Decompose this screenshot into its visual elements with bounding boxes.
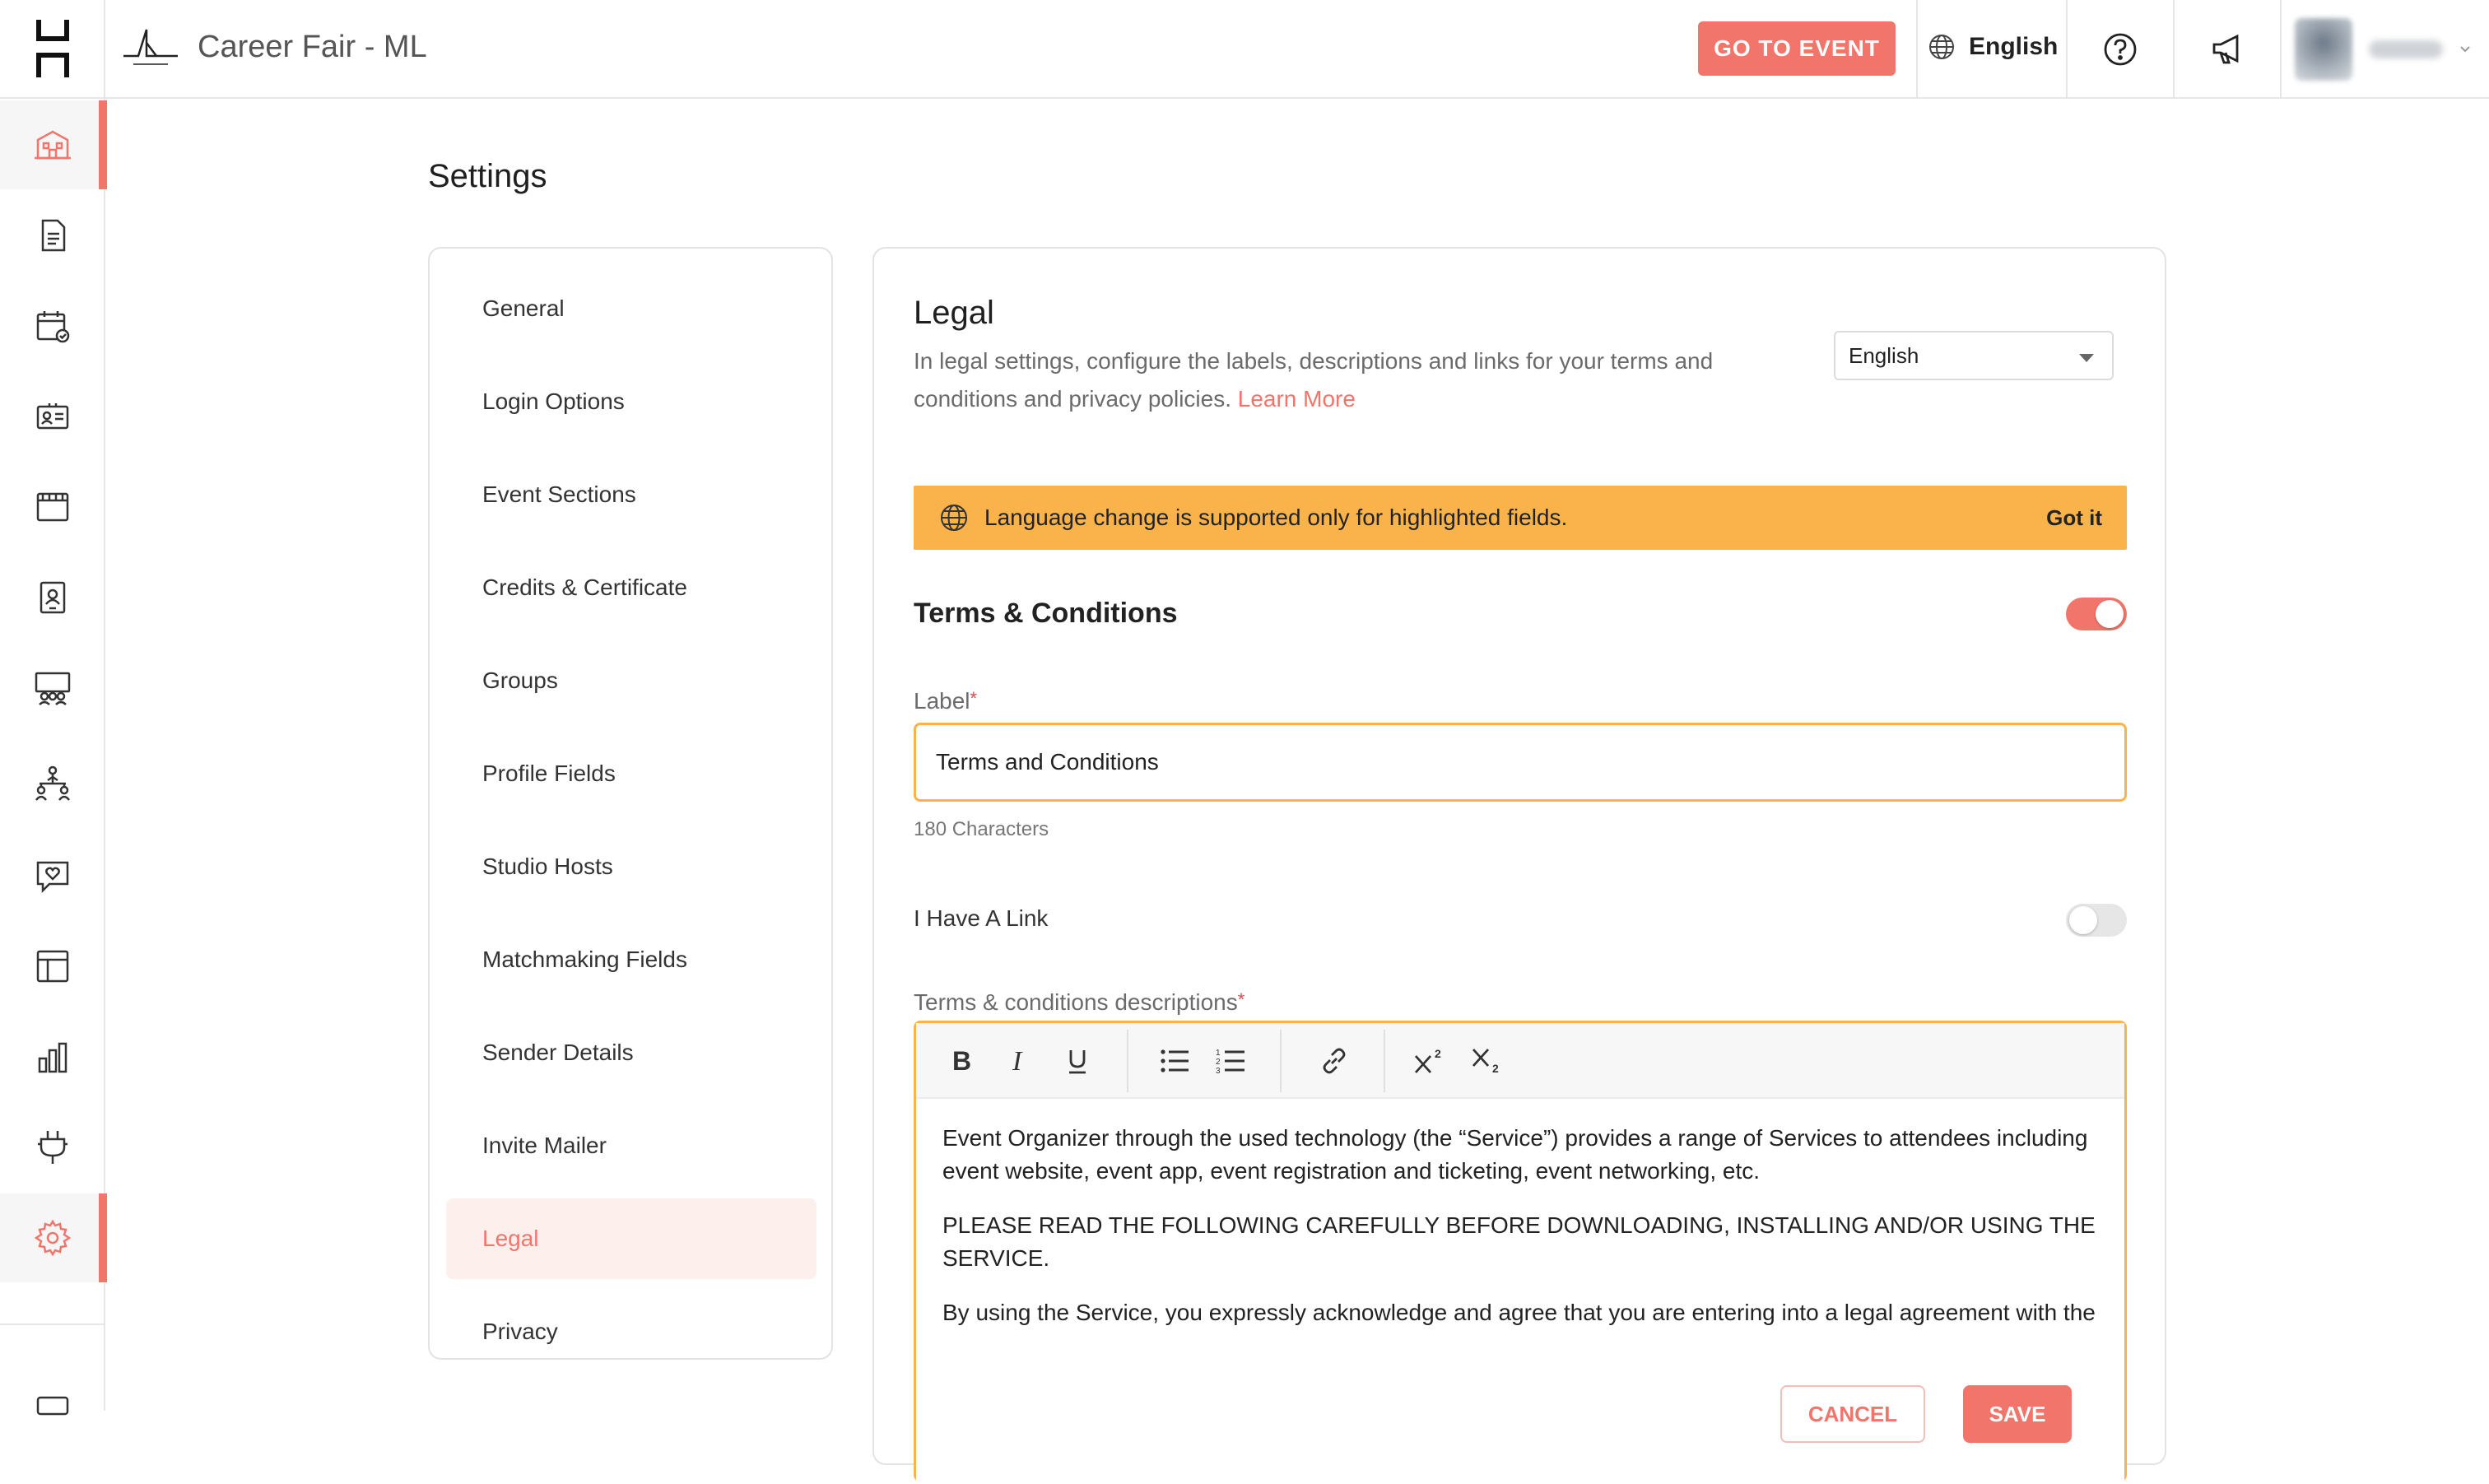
editor-content[interactable] bbox=[942, 1122, 2103, 1342]
panel-description bbox=[914, 342, 1786, 418]
bold-icon bbox=[950, 1047, 975, 1075]
chat-heart-icon bbox=[33, 856, 72, 896]
numbered-list-button[interactable] bbox=[1207, 1038, 1254, 1084]
language-label: English bbox=[1969, 33, 2059, 60]
stage-icon bbox=[33, 668, 72, 708]
terms-description-editor[interactable] bbox=[914, 1021, 2127, 1482]
dropdown-caret-icon bbox=[2079, 354, 2094, 362]
layout-icon bbox=[33, 947, 72, 986]
toolbar-divider bbox=[1280, 1030, 1282, 1092]
divider bbox=[1916, 0, 1918, 99]
settings-nav-matchmaking-fields[interactable]: Matchmaking Fields bbox=[482, 947, 687, 972]
form-actions bbox=[916, 1342, 2124, 1484]
required-asterisk: * bbox=[970, 688, 978, 709]
svg-text:B: B bbox=[952, 1046, 972, 1076]
event-logo bbox=[122, 23, 179, 69]
rail-item-networking[interactable] bbox=[0, 739, 105, 828]
editor-paragraph: Event Organizer through the used technology (the “Service”) provides a range of Services to attendees including event website, event app, event registration and ticketing, event networking, etc. bbox=[942, 1125, 2088, 1184]
bar-chart-icon bbox=[33, 1037, 72, 1077]
underline-icon bbox=[1065, 1047, 1090, 1075]
got-it-button[interactable]: Got it bbox=[2046, 505, 2102, 530]
save-button[interactable]: SAVE bbox=[1963, 1385, 2072, 1443]
settings-nav-general[interactable]: General bbox=[482, 295, 565, 321]
rail-item-sessions[interactable] bbox=[0, 463, 105, 551]
numbered-list-icon bbox=[1216, 1047, 1245, 1075]
svg-text:I: I bbox=[1012, 1046, 1022, 1077]
megaphone-icon bbox=[2209, 31, 2245, 67]
subscript-icon bbox=[1470, 1046, 1505, 1076]
sidebar-toggle-icon bbox=[35, 1391, 71, 1411]
bullet-list-icon bbox=[1160, 1048, 1189, 1074]
subscript-button[interactable] bbox=[1464, 1038, 1510, 1084]
calendar-check-icon bbox=[33, 306, 72, 346]
terms-enabled-toggle[interactable] bbox=[2066, 598, 2127, 630]
description-field-label bbox=[914, 989, 1244, 1016]
link-icon bbox=[1319, 1045, 1350, 1077]
svg-text:2: 2 bbox=[1435, 1047, 1441, 1060]
settings-nav-privacy[interactable]: Privacy bbox=[482, 1319, 558, 1344]
panel-title: Legal bbox=[914, 295, 994, 331]
rail-item-pages[interactable] bbox=[0, 191, 105, 280]
settings-nav-profile-fields[interactable]: Profile Fields bbox=[482, 761, 616, 786]
char-count-hint: 180 Characters bbox=[914, 818, 1049, 840]
building-icon bbox=[33, 125, 72, 165]
svg-text:2: 2 bbox=[1492, 1062, 1499, 1075]
banner-message: Language change is supported only for highlighted fields. bbox=[984, 505, 1568, 530]
event-title: Career Fair - ML bbox=[198, 30, 427, 64]
rail-item-integrations[interactable] bbox=[0, 1103, 105, 1192]
language-switcher[interactable] bbox=[1928, 33, 2058, 61]
rail-item-analytics[interactable] bbox=[0, 1012, 105, 1101]
film-icon bbox=[33, 487, 72, 527]
help-button[interactable] bbox=[2068, 0, 2173, 99]
link-button[interactable] bbox=[1311, 1038, 1357, 1084]
have-link-toggle[interactable] bbox=[2066, 904, 2127, 937]
globe-icon bbox=[1928, 33, 1956, 61]
label-field-label-text: Label bbox=[914, 688, 970, 714]
settings-nav-invite-mailer[interactable]: Invite Mailer bbox=[482, 1133, 607, 1158]
settings-nav-credits-certificate[interactable]: Credits & Certificate bbox=[482, 575, 687, 600]
help-icon bbox=[2102, 31, 2138, 67]
settings-nav-event-sections[interactable]: Event Sections bbox=[482, 481, 636, 507]
editor-paragraph: By using the Service, you expressly acknowledge and agree that you are entering into a legal agreement with the bbox=[942, 1300, 2096, 1325]
rail-item-agenda[interactable] bbox=[0, 281, 105, 370]
language-banner bbox=[914, 486, 2127, 550]
user-name-blurred bbox=[2369, 40, 2443, 58]
toggle-knob bbox=[2069, 906, 2097, 934]
settings-nav-sender-details[interactable]: Sender Details bbox=[482, 1040, 634, 1065]
terms-label-input[interactable]: Terms and Conditions bbox=[914, 723, 2127, 802]
rail-item-lobby[interactable] bbox=[0, 100, 105, 189]
svg-text:1: 1 bbox=[1216, 1049, 1221, 1058]
have-link-label: I Have A Link bbox=[914, 905, 1049, 931]
left-rail bbox=[0, 0, 105, 1411]
description-text: In legal settings, configure the labels, descriptions and links for your terms and conditions and privacy policies. bbox=[914, 348, 1714, 412]
settings-nav bbox=[428, 247, 833, 1360]
editor-toolbar bbox=[916, 1023, 2124, 1099]
globe-icon bbox=[938, 502, 970, 533]
rail-item-settings[interactable] bbox=[0, 1193, 105, 1282]
plug-icon bbox=[33, 1128, 72, 1167]
superscript-icon bbox=[1412, 1046, 1447, 1076]
label-field-label bbox=[914, 688, 977, 714]
learn-more-link[interactable]: Learn More bbox=[1237, 386, 1356, 412]
document-icon bbox=[33, 216, 72, 255]
avatar bbox=[2295, 18, 2352, 81]
rail-item-engagement[interactable] bbox=[0, 831, 105, 920]
rail-item-stage[interactable] bbox=[0, 644, 105, 733]
toggle-knob bbox=[2096, 600, 2124, 628]
terms-section-title: Terms & Conditions bbox=[914, 598, 1178, 629]
rail-item-design[interactable] bbox=[0, 922, 105, 1011]
divider bbox=[2280, 0, 2282, 99]
cancel-button[interactable]: CANCEL bbox=[1780, 1385, 1925, 1443]
settings-nav-legal[interactable]: Legal bbox=[446, 1198, 816, 1279]
go-to-event-button[interactable]: GO TO EVENT bbox=[1698, 21, 1896, 76]
rail-item-people[interactable] bbox=[0, 553, 105, 642]
rail-item-registration[interactable] bbox=[0, 372, 105, 461]
superscript-button[interactable] bbox=[1407, 1038, 1453, 1084]
people-network-icon bbox=[33, 764, 72, 803]
bullet-list-button[interactable] bbox=[1151, 1038, 1198, 1084]
language-select[interactable] bbox=[1834, 331, 2114, 380]
toolbar-divider bbox=[1127, 1030, 1128, 1092]
id-card-icon bbox=[33, 578, 72, 617]
chevron-down-icon bbox=[2459, 45, 2471, 53]
app-logo-icon bbox=[33, 20, 72, 77]
settings-nav-login-options[interactable]: Login Options bbox=[482, 388, 625, 414]
italic-icon bbox=[1007, 1047, 1032, 1075]
svg-text:2: 2 bbox=[1216, 1058, 1221, 1067]
rail-collapse[interactable] bbox=[0, 1324, 105, 1411]
editor-paragraph: PLEASE READ THE FOLLOWING CAREFULLY BEFORE DOWNLOADING, INSTALLING AND/OR USING THE SERVICE. bbox=[942, 1212, 2096, 1271]
underline-button[interactable] bbox=[1054, 1038, 1100, 1084]
svg-text:3: 3 bbox=[1216, 1067, 1221, 1076]
top-bar bbox=[105, 0, 2489, 99]
bold-button[interactable] bbox=[939, 1038, 985, 1084]
toolbar-divider bbox=[1384, 1030, 1385, 1092]
required-asterisk: * bbox=[1237, 989, 1245, 1010]
description-field-label-text: Terms & conditions descriptions bbox=[914, 989, 1238, 1015]
settings-nav-studio-hosts[interactable]: Studio Hosts bbox=[482, 854, 613, 879]
user-menu[interactable] bbox=[2295, 18, 2471, 81]
legal-panel bbox=[872, 247, 2166, 1465]
gear-icon bbox=[33, 1218, 72, 1258]
page-title: Settings bbox=[428, 158, 547, 194]
announcements-button[interactable] bbox=[2175, 0, 2280, 99]
app-logo[interactable] bbox=[0, 0, 105, 99]
badge-icon bbox=[33, 397, 72, 436]
italic-button[interactable] bbox=[997, 1038, 1043, 1084]
settings-nav-groups[interactable]: Groups bbox=[482, 668, 558, 693]
language-select-value: English bbox=[1849, 342, 1919, 368]
